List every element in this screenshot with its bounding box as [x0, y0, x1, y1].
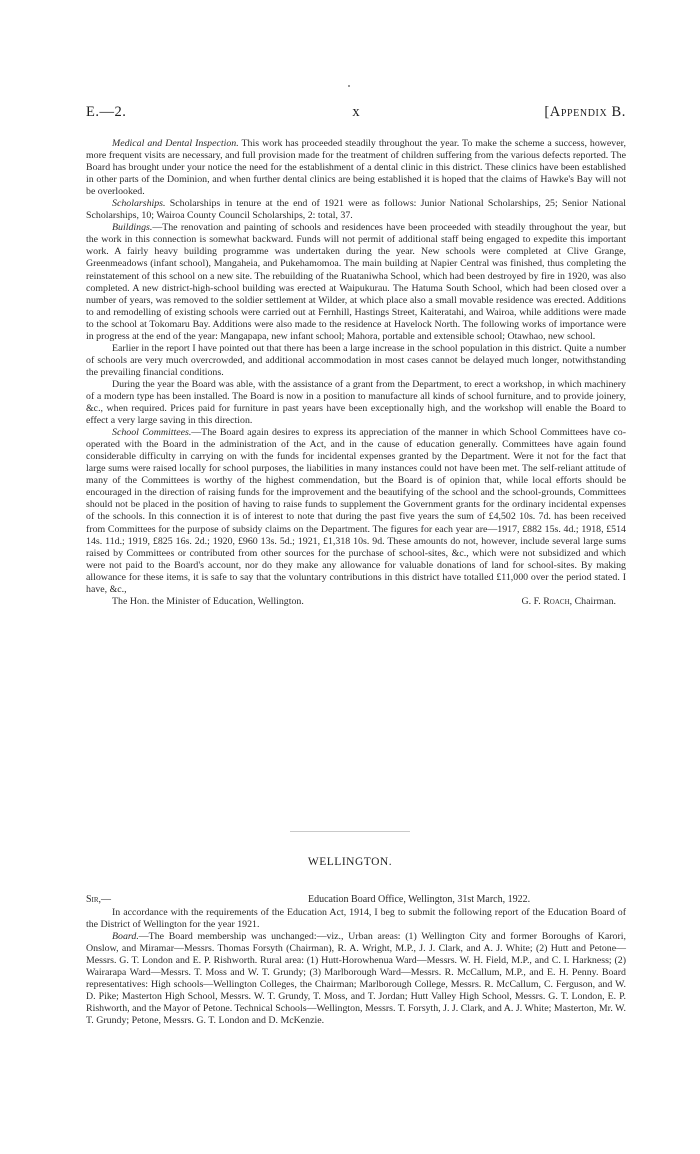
salutation: Sir,— [86, 894, 112, 905]
run-in-heading: School Committees. [112, 427, 192, 439]
header-report-code: E.—2. [86, 104, 127, 120]
closing-phrase: I have, &c., [86, 571, 626, 595]
signature [522, 596, 617, 608]
paragraph-text: —The Board membership was unchanged:—viz., Urban areas: (1) Wellington City and former Boroughs of Karori, Onslow, and Miramar—Messrs. Thomas Forsyth (Chairman), R. A. Wright, M.P., J. J. Clark, and A. J. White; (2) Hutt and Petone—Messrs. G. T. London and E. P. Rishworth. Rural area: (1) Hutt-Horowhenua Ward—Messrs. W. H. Field, M.P., and C. I. Harkness; (2) Wairarapa Ward—Messrs. T. Moss and W. T. Grundy; (3) Marlborough Ward—Messrs. R. McCallum, M.P., and E. H. Penny. Board representatives: High schools—Wellington Colleges, the Chairman; Marlborough College, Messrs. R. McCallum, C. Ferguson, and W. D. Pike; Masterton High School, Messrs. W. T. Grundy, T. Moss, and T. Jordan; Hutt Valley High School, Messrs. G. T. London, E. P. Rishworth, and the Mayor of Petone. Technical Schools—Wellington, Messrs. T. Forsyth, J. J. Clark, and A. J. White; Masterton, Mr. W. T. Grundy; Petone, Messrs. G. T. London and D. McKenzie. [86, 931, 626, 1027]
paragraph-medical-dental-inspection [86, 138, 626, 198]
header-appendix: [Appendix B. [544, 104, 626, 120]
wellington-report [86, 894, 626, 1027]
paragraph-scholarships [86, 198, 626, 222]
paragraph-introduction: In accordance with the requirements of the Education Act, 1914, I beg to submit the following report of the Education Board of the District of Wellington for the year 1921. [86, 907, 626, 931]
paragraph-school-population: Earlier in the report I have pointed out that there has been a large increase in the school population in this district. Quite a number of schools are very much overcrowded, and additional accommodation in most cases cannot be delayed much longer, notwithstanding the prevailing financial conditions. [86, 342, 626, 378]
section-title-wellington: WELLINGTON. [307, 856, 393, 868]
run-in-heading: Board. [112, 931, 139, 943]
run-in-heading: Buildings. [112, 222, 153, 234]
paragraph-board [86, 931, 626, 1027]
paragraph-text: —The renovation and painting of schools and residences have been proceeded with steadily throughout the year, but the work in this connection is somewhat backward. Funds will not permit of additional staff being engaged to expedite this important work. A fairly heavy building programme was undertaken during the year. New schools were completed at Clive Grange, Greenmeadows (infant school), Mangaheia, and Pukehamomoa. The main building at Napier Central was finished, thus completing the reinstatement of this school on a new site. The rebuilding of the Ruataniwha School, which had been destroyed by fire in 1920, was also completed. A new district-high-school building was erected at Waipukurau. The Hatuma South School, which had been closed over a number of years, was removed to the soldier settlement at Wilder, at which place also a small movable residence was erected. Additions to and remodelling of existing schools were carried out at Fernhill, Hastings Street, Kaiteratahi, and Wairoa, while additions were made to the school at Tokomaru Bay. Additions were also made to the residence at Havelock North. The following works of importance were in progress at the end of the year: Mangapapa, new infant school; Mahora, portable and extensible school; Otawhao, new school. [86, 222, 626, 342]
salutation-line [86, 894, 626, 907]
office-address-date: Education Board Office, Wellington, 31st March, 1922. [308, 894, 531, 905]
hawkes-bay-report-continued [86, 138, 626, 608]
paragraph-text: This work has proceeded steadily throughout the year. To make the scheme a success, however, more frequent visits are necessary, and full provision made for the treatment of children suffering from the various defects reported. The Board has brought under your notice the need for the establishment of a dental clinic in this district. These clinics have been established in other parts of the Dominion, and when further dental clinics are being established it is hoped that the claims of Hawke's Bay will not be overlooked. [86, 138, 626, 198]
page-header [86, 104, 626, 124]
section-divider [290, 831, 410, 832]
addressee: The Hon. the Minister of Education, Wellington. [112, 595, 304, 607]
signer-name: G. F. Roach [521, 595, 570, 607]
signature-line [86, 596, 626, 608]
run-in-heading: Medical and Dental Inspection. [112, 138, 239, 149]
run-in-heading: Scholarships. [112, 198, 166, 210]
signer-title: , Chairman. [569, 595, 616, 607]
paragraph-text: —The Board again desires to express its appreciation of the manner in which School Committees have co-operated with the Board in the administration of the Act, and in the cause of education generally. Committees have again found considerable difficulty in carrying on with the funds for incidental expenses granted by the Department. Were it not for the fact that large sums were raised locally for school purposes, the liabilities in many instances could not have been met. The self-reliant attitude of many of the Committees is worthy of the highest commendation, but the Board is of opinion that, while local efforts should be encouraged in the direction of raising funds for the improvement and the beautifying of the school and the school-grounds, Committees should not be placed in the position of having to raise funds to supplement the Government grants for the ordinary incidental expenses of the schools. In this connection it is of interest to note that during the past five years the sum of £4,502 10s. 7d. has been received from Committees for the purpose of subsidy claims on the Department. The figures for each year are—1917, £882 15s. 4d.; 1918, £514 14s. 11d.; 1919, £825 16s. 2d.; 1920, £960 13s. 5d.; 1921, £1,318 10s. 9d. These amounts do not, however, include several large sums raised by Committees or contributed from other sources for the purchase of school-sites, &c., which were not subsidized and which were not paid to the Board's account, nor do they make any allowance for valuable donations of land for school-sites. By making allowance for these items, it is safe to say that the voluntary contributions in this district have totalled £11,000 over the period stated. [86, 427, 626, 583]
paragraph-text: Scholarships in tenure at the end of 1921 were as follows: Junior National Scholarships, 25; Senior National Scholarships, 10; Wairoa County Council Scholarships, 2: total, 37. [86, 198, 626, 222]
paragraph-workshop: During the year the Board was able, with the assistance of a grant from the Department, to erect a workshop, in which machinery of a modern type has been installed. The Board is now in a position to manufacture all kinds of school furniture, and to provide joinery, &c., when required. Prices paid for furniture in past years have been exceptionally high, and the workshop will enable the Board to effect a very large saving in this direction. [86, 378, 626, 427]
stray-dot [348, 85, 350, 87]
paragraph-buildings [86, 222, 626, 342]
header-page-number: x [352, 104, 360, 120]
paragraph-school-committees [86, 427, 626, 596]
